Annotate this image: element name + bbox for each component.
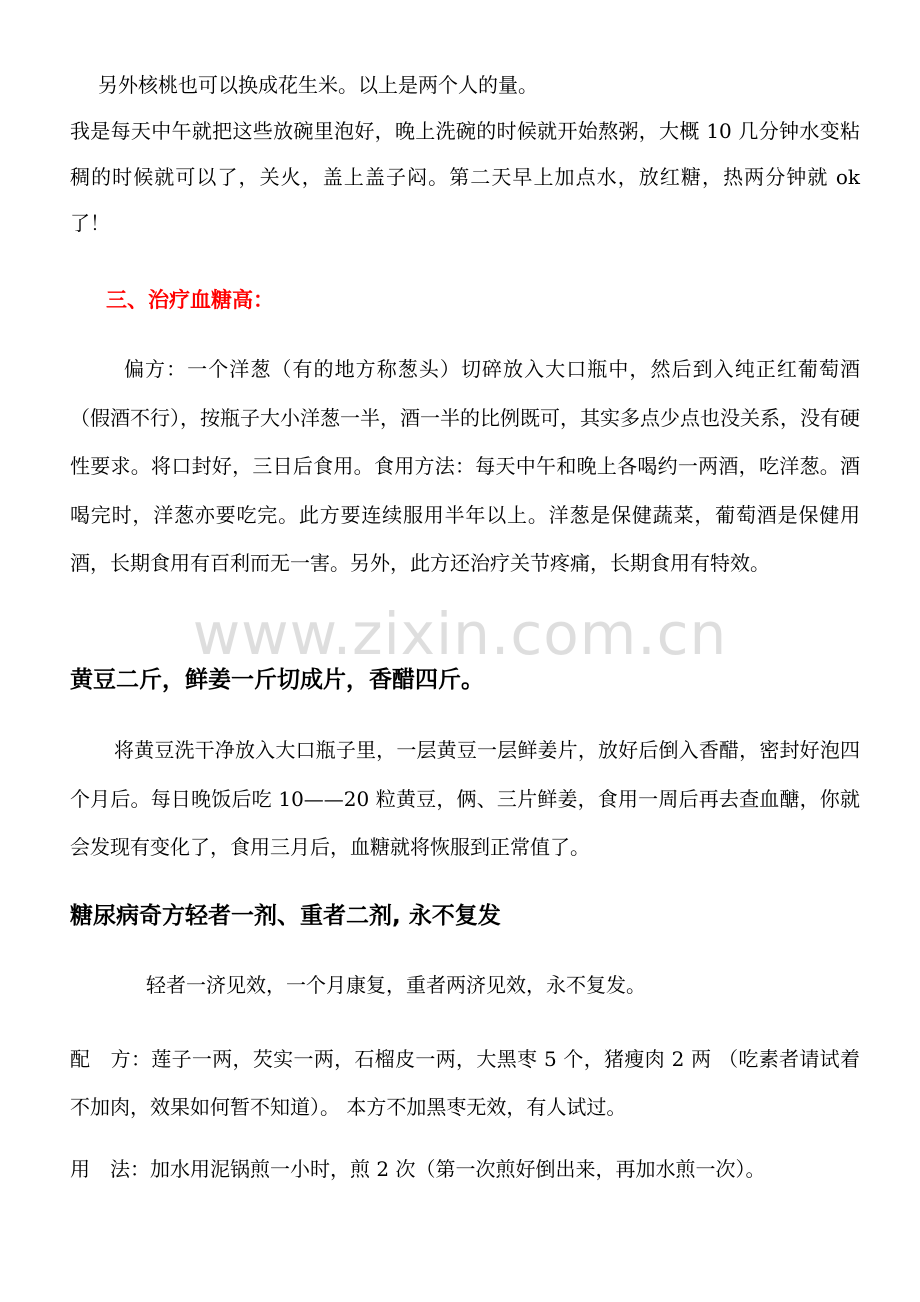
paragraph-porridge-method: 我是每天中午就把这些放碗里泡好，晚上洗碗的时候就开始熬粥，大概 10 几分钟水变粘稠的时候就可以了，关火，盖上盖子闷。第二天早上加点水，放红糖，热两分钟就 ok 了！ bbox=[70, 119, 860, 235]
watermark: www.zixin.com.cn bbox=[192, 600, 728, 668]
paragraph-remedy-effect: 轻者一济见效，一个月康复，重者两济见效，永不复发。 bbox=[146, 973, 646, 997]
heading-diabetes-remedy: 糖尿病奇方轻者一剂、重者二剂, 永不复发 bbox=[70, 903, 501, 929]
heading-soybean-ginger-vinegar: 黄豆二斤，鲜姜一斤切成片，香醋四斤。 bbox=[70, 667, 484, 693]
section-heading-blood-sugar: 三、治疗血糖高： bbox=[106, 288, 274, 312]
paragraph-usage: 用 法：加水用泥锅煎一小时，煎 2 次（第一次煎好倒出来，再加水煎一次）。 bbox=[70, 1157, 766, 1181]
paragraph-walnut-note: 另外核桃也可以换成花生米。以上是两个人的量。 bbox=[98, 73, 538, 97]
paragraph-prescription: 配 方：莲子一两，芡实一两，石榴皮一两，大黑枣 5 个，猪瘦肉 2 两 （吃素者请试着不加肉，效果如何暂不知道）。 本方不加黑枣无效，有人试过。 bbox=[70, 1047, 860, 1119]
paragraph-onion-wine-remedy: 偏方：一个洋葱（有的地方称葱头）切碎放入大口瓶中，然后到入纯正红葡萄酒（假酒不行），按瓶子大小洋葱一半，酒一半的比例既可，其实多点少点也没关系，没有硬性要求。将口封好，三日后食用。食用方法：每天中午和晚上各喝约一两酒，吃洋葱。酒喝完时，洋葱亦要吃完。此方要连续服用半年以上。洋葱是保健蔬菜，葡萄酒是保健用酒，长期食用有百利而无一害。另外，此方还治疗关节疼痛，长期食用有特效。 bbox=[70, 357, 860, 575]
paragraph-soybean-method: 将黄豆洗干净放入大口瓶子里，一层黄豆一层鲜姜片，放好后倒入香醋，密封好泡四个月后。每日晚饭后吃 10——20 粒黄豆，俩、三片鲜姜，食用一周后再去查血醣，你就会发现有变化了，食用三月后，血糖就将恢服到正常值了。 bbox=[70, 738, 860, 859]
